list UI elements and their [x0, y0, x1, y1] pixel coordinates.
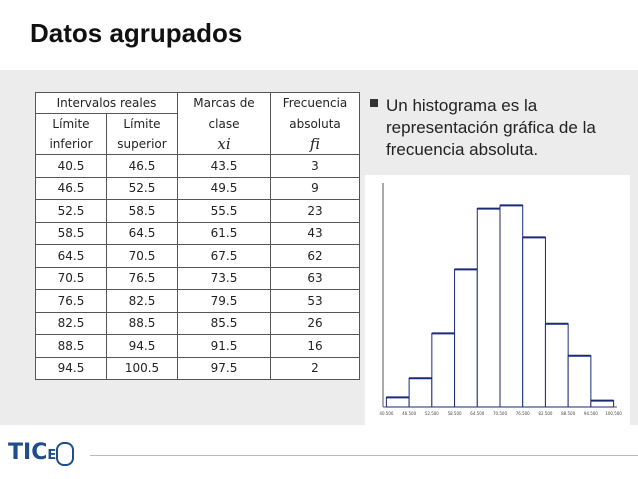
cell-marca-clase: 49.5 [178, 177, 271, 200]
cell-limite-superior: 88.5 [107, 312, 178, 335]
x-tick-label: 76.500 [515, 411, 530, 416]
header-marcas: Marcas de [178, 93, 271, 114]
header-intervalos: Intervalos reales [36, 93, 178, 114]
x-tick-label: 64.500 [470, 411, 485, 416]
bullet-square-icon [370, 99, 378, 107]
header-limite-inf: Límite [36, 114, 107, 135]
cell-limite-superior: 100.5 [107, 357, 178, 380]
symbol-x: 𝑥𝑖 [178, 134, 271, 155]
table-row [36, 267, 360, 290]
header-absoluta: absoluta [271, 114, 360, 135]
cell-frecuencia: 23 [271, 200, 360, 223]
cell-limite-inferior: 64.5 [36, 245, 107, 268]
cell-limite-inferior: 46.5 [36, 177, 107, 200]
cell-marca-clase: 43.5 [178, 155, 271, 178]
table-row [36, 245, 360, 268]
x-tick-label: 70.500 [493, 411, 507, 416]
x-tick-label: 88.500 [561, 411, 576, 416]
histogram-bar [455, 269, 478, 407]
cell-marca-clase: 79.5 [178, 290, 271, 313]
logo-text: TIC [8, 440, 48, 465]
x-tick-label: 40.500 [379, 411, 394, 416]
page-title: Datos agrupados [30, 18, 243, 48]
bullet-text: Un histograma es la representación gráfica de la frecuencia absoluta. [386, 96, 596, 159]
x-tick-label: 46.500 [402, 411, 417, 416]
x-tick-label: 100.500 [605, 411, 622, 416]
header-superior: superior [107, 134, 178, 155]
histogram-bar [386, 397, 409, 407]
cell-marca-clase: 55.5 [178, 200, 271, 223]
histogram-bar [477, 209, 500, 407]
table-row [36, 357, 360, 380]
mouse-icon [56, 442, 74, 466]
histogram-bar [500, 205, 523, 407]
histogram-chart [365, 175, 630, 425]
table-row [36, 155, 360, 178]
cell-frecuencia: 9 [271, 177, 360, 200]
footer-line [90, 455, 638, 456]
symbol-f: 𝑓𝑖 [271, 134, 360, 155]
cell-limite-inferior: 88.5 [36, 335, 107, 358]
cell-limite-inferior: 70.5 [36, 267, 107, 290]
cell-frecuencia: 16 [271, 335, 360, 358]
cell-frecuencia: 2 [271, 357, 360, 380]
cell-limite-superior: 70.5 [107, 245, 178, 268]
x-tick-label: 58.500 [447, 411, 462, 416]
cell-limite-superior: 58.5 [107, 200, 178, 223]
header-frecuencia: Frecuencia [271, 93, 360, 114]
x-tick-label: 52.500 [424, 411, 439, 416]
cell-limite-inferior: 94.5 [36, 357, 107, 380]
cell-limite-superior: 46.5 [107, 155, 178, 178]
table-row [36, 222, 360, 245]
cell-limite-superior: 52.5 [107, 177, 178, 200]
histogram-bar [432, 333, 455, 407]
cell-limite-inferior: 52.5 [36, 200, 107, 223]
cell-marca-clase: 97.5 [178, 357, 271, 380]
x-tick-label: 82.500 [538, 411, 553, 416]
header-inferior: inferior [36, 134, 107, 155]
histogram-bar [568, 356, 591, 407]
cell-frecuencia: 63 [271, 267, 360, 290]
cell-limite-superior: 82.5 [107, 290, 178, 313]
cell-marca-clase: 67.5 [178, 245, 271, 268]
cell-frecuencia: 26 [271, 312, 360, 335]
footer [0, 425, 638, 479]
cell-frecuencia: 43 [271, 222, 360, 245]
header-limite-sup: Límite [107, 114, 178, 135]
frequency-table [35, 92, 360, 380]
cell-limite-inferior: 76.5 [36, 290, 107, 313]
cell-limite-superior: 76.5 [107, 267, 178, 290]
cell-frecuencia: 53 [271, 290, 360, 313]
cell-limite-inferior: 40.5 [36, 155, 107, 178]
table-row [36, 312, 360, 335]
cell-marca-clase: 61.5 [178, 222, 271, 245]
cell-frecuencia: 3 [271, 155, 360, 178]
table-row [36, 335, 360, 358]
cell-limite-superior: 64.5 [107, 222, 178, 245]
header-clase: clase [178, 114, 271, 135]
histogram-bar [523, 237, 546, 407]
x-tick-label: 94.500 [583, 411, 598, 416]
logo-sub: E [47, 448, 57, 463]
table-row [36, 177, 360, 200]
table-row [36, 290, 360, 313]
table-row [36, 200, 360, 223]
tice-logo [8, 440, 56, 465]
cell-limite-inferior: 82.5 [36, 312, 107, 335]
cell-marca-clase: 73.5 [178, 267, 271, 290]
cell-frecuencia: 62 [271, 245, 360, 268]
cell-marca-clase: 91.5 [178, 335, 271, 358]
cell-limite-inferior: 58.5 [36, 222, 107, 245]
histogram-bar [545, 324, 568, 407]
histogram-svg [365, 175, 630, 425]
cell-limite-superior: 94.5 [107, 335, 178, 358]
cell-marca-clase: 85.5 [178, 312, 271, 335]
histogram-bar [409, 378, 432, 407]
